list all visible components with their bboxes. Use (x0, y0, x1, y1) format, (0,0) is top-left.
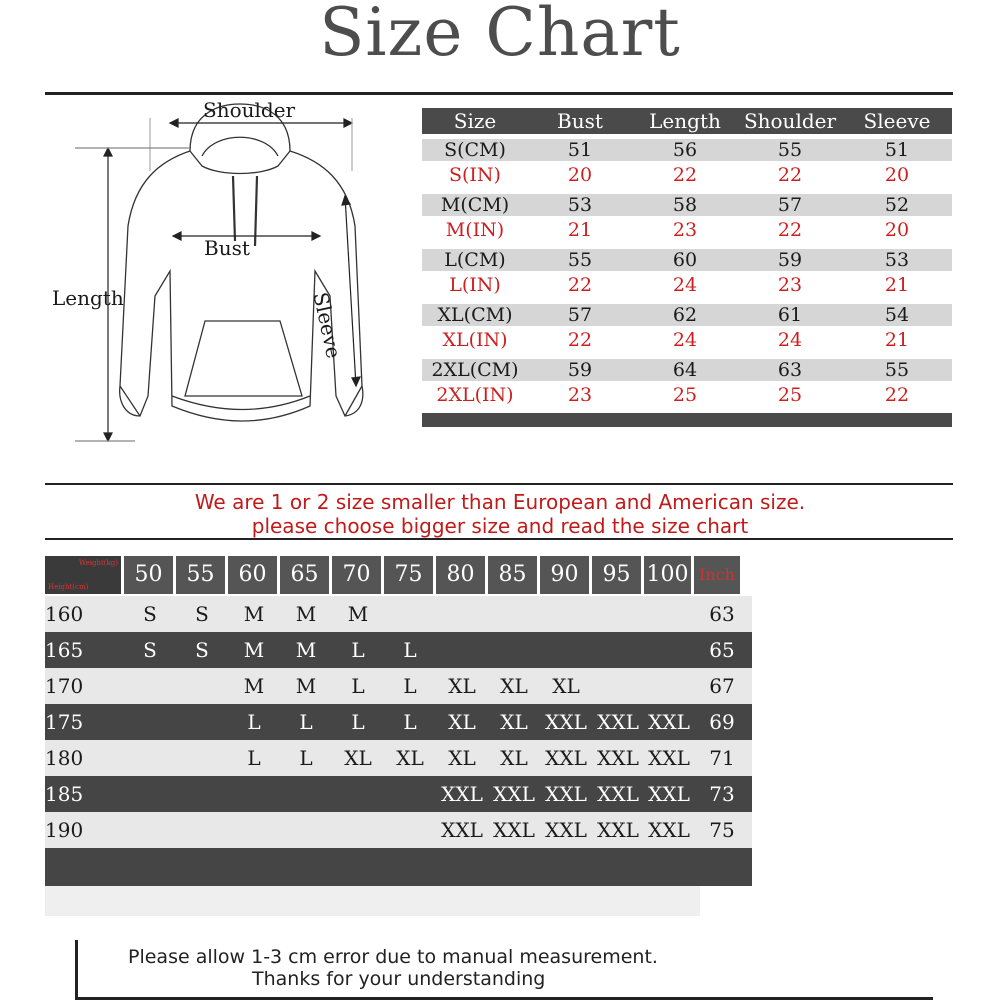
size-recommend-cell: XXL (597, 782, 639, 806)
height-cell: 185 (45, 782, 84, 806)
size-recommend-cell: XL (448, 746, 476, 770)
bust-label: Bust (204, 236, 250, 260)
size-recommend-cell: S (195, 638, 209, 662)
size-cell-bust: 22 (567, 329, 593, 351)
weight-header-cell: 95 (592, 556, 641, 594)
notice-line-2: please choose bigger size and read the size chart (251, 514, 749, 538)
size-recommend-cell: XXL (648, 782, 690, 806)
size-cell-sleeve: 51 (884, 139, 910, 161)
size-cell-size: S(CM) (444, 139, 506, 161)
size-cell-size: L(IN) (449, 274, 501, 296)
size-cell-shoulder: 59 (777, 249, 803, 271)
page-title: Size Chart (319, 0, 681, 71)
size-cell-shoulder: 24 (777, 329, 803, 351)
size-cell-bust: 53 (567, 194, 593, 216)
size-row-lin (422, 271, 952, 299)
header-bust: Bust (557, 109, 603, 133)
header-shoulder: Shoulder (743, 109, 837, 133)
size-recommend-cell: M (347, 602, 369, 626)
weight-header-cell: 70 (332, 556, 381, 594)
fit-table-header (45, 556, 752, 596)
size-cell-bust: 20 (567, 164, 593, 186)
size-cell-sleeve: 20 (884, 164, 910, 186)
size-cell-length: 56 (672, 139, 698, 161)
inch-cell: 73 (709, 782, 735, 806)
size-row-xlin (422, 326, 952, 354)
title-divider (45, 92, 953, 95)
size-recommend-cell: L (351, 710, 365, 734)
weight-header-cell: 100 (644, 556, 691, 594)
size-recommend-cell: XXL (545, 746, 587, 770)
header-sleeve: Sleeve (863, 109, 931, 133)
size-table (422, 108, 952, 427)
fit-table-light-bar (45, 886, 700, 916)
inch-cell: 69 (709, 710, 735, 734)
size-cell-length: 60 (672, 249, 698, 271)
size-cell-size: XL(IN) (442, 329, 508, 351)
fit-row-180 (45, 740, 752, 776)
size-recommend-cell: XL (552, 674, 580, 698)
height-cell: 160 (45, 602, 84, 626)
size-recommend-cell: M (295, 602, 317, 626)
size-cell-bust: 55 (567, 249, 593, 271)
size-row-scm (422, 139, 952, 161)
size-cell-bust: 59 (567, 359, 593, 381)
size-recommend-cell: XXL (441, 782, 483, 806)
size-row-lcm (422, 249, 952, 271)
fit-row-170 (45, 668, 752, 704)
size-cell-bust: 21 (567, 219, 593, 241)
size-recommend-cell: L (351, 638, 365, 662)
size-cell-sleeve: 21 (884, 329, 910, 351)
inch-cell: 65 (709, 638, 735, 662)
weight-header-cell: 90 (540, 556, 589, 594)
size-recommend-cell: XXL (441, 818, 483, 842)
size-cell-shoulder: 23 (777, 274, 803, 296)
size-recommend-cell: L (403, 710, 417, 734)
size-cell-sleeve: 20 (884, 219, 910, 241)
size-recommend-cell: L (403, 674, 417, 698)
size-cell-sleeve: 55 (884, 359, 910, 381)
footer-bracket-vertical (75, 940, 78, 1000)
size-row-sin (422, 161, 952, 189)
fit-row-175 (45, 704, 752, 740)
size-recommend-cell: M (243, 674, 265, 698)
size-cell-length: 22 (672, 164, 698, 186)
footer-line-2: Thanks for your understanding (252, 968, 546, 990)
fit-table (45, 556, 752, 916)
size-table-body (422, 139, 952, 409)
size-recommend-cell: L (299, 710, 313, 734)
size-recommend-cell: S (143, 638, 157, 662)
size-recommend-cell: M (295, 638, 317, 662)
height-cell: 180 (45, 746, 84, 770)
shoulder-label: Shoulder (203, 98, 296, 122)
fit-row-160 (45, 596, 752, 632)
notice-line-1: We are 1 or 2 size smaller than European and American size. (194, 490, 806, 514)
size-recommend-cell: XXL (597, 818, 639, 842)
size-recommend-cell: XL (396, 746, 424, 770)
height-cell: 190 (45, 818, 84, 842)
size-recommend-cell: XXL (545, 782, 587, 806)
size-cell-length: 25 (672, 384, 698, 406)
sleeve-label: Sleeve (308, 290, 346, 361)
size-row-2xlcm (422, 359, 952, 381)
size-cell-shoulder: 57 (777, 194, 803, 216)
length-label: Length (52, 286, 124, 310)
size-recommend-cell: XL (500, 746, 528, 770)
size-recommend-cell: XL (448, 710, 476, 734)
size-recommend-cell: XXL (545, 710, 587, 734)
size-cell-size: 2XL(IN) (436, 384, 514, 406)
size-cell-sleeve: 22 (884, 384, 910, 406)
size-cell-size: M(IN) (445, 219, 505, 241)
size-cell-length: 62 (672, 304, 698, 326)
size-recommend-cell: XXL (493, 818, 535, 842)
size-row-min (422, 216, 952, 244)
size-cell-length: 58 (672, 194, 698, 216)
height-cell: 165 (45, 638, 84, 662)
size-recommend-cell: L (351, 674, 365, 698)
size-recommend-cell: M (295, 674, 317, 698)
size-cell-shoulder: 61 (777, 304, 803, 326)
size-recommend-cell: XL (500, 710, 528, 734)
weight-header-cell: 80 (436, 556, 485, 594)
corner-height-label: Height(cm) (48, 583, 89, 591)
inch-cell: 67 (709, 674, 735, 698)
size-recommend-cell: S (195, 602, 209, 626)
size-recommend-cell: L (247, 746, 261, 770)
fit-row-165 (45, 632, 752, 668)
size-cell-sleeve: 21 (884, 274, 910, 296)
weight-header-cell: 55 (176, 556, 225, 594)
size-recommend-cell: XL (448, 674, 476, 698)
size-cell-length: 24 (672, 274, 698, 296)
size-cell-size: XL(CM) (437, 304, 513, 326)
notice-divider (45, 538, 953, 540)
size-cell-size: L(CM) (444, 249, 506, 271)
size-cell-shoulder: 22 (777, 164, 803, 186)
size-recommend-cell: XXL (545, 818, 587, 842)
size-recommend-cell: XXL (648, 818, 690, 842)
size-recommend-cell: XXL (648, 710, 690, 734)
footer-line-1: Please allow 1-3 cm error due to manual measurement. (128, 946, 658, 968)
corner-cell (45, 556, 121, 594)
weight-header-cell: 75 (384, 556, 433, 594)
size-row-mcm (422, 194, 952, 216)
inch-header-cell: Inch (694, 556, 740, 594)
size-row-2xlin (422, 381, 952, 409)
size-cell-size: M(CM) (440, 194, 510, 216)
size-recommend-cell: M (243, 602, 265, 626)
size-cell-sleeve: 52 (884, 194, 910, 216)
weight-header-cell: 65 (280, 556, 329, 594)
size-cell-size: 2XL(CM) (431, 359, 519, 381)
size-cell-sleeve: 54 (884, 304, 910, 326)
height-cell: 175 (45, 710, 84, 734)
size-recommend-cell: XXL (493, 782, 535, 806)
height-cell: 170 (45, 674, 84, 698)
fit-table-dark-bar (45, 848, 752, 886)
size-cell-bust: 22 (567, 274, 593, 296)
inch-cell: 71 (709, 746, 735, 770)
size-recommend-cell: XXL (597, 746, 639, 770)
size-cell-bust: 23 (567, 384, 593, 406)
size-recommend-cell: M (243, 638, 265, 662)
size-cell-shoulder: 25 (777, 384, 803, 406)
size-recommend-cell: XXL (648, 746, 690, 770)
size-cell-sleeve: 53 (884, 249, 910, 271)
size-recommend-cell: XL (344, 746, 372, 770)
size-cell-size: S(IN) (449, 164, 501, 186)
size-cell-length: 23 (672, 219, 698, 241)
size-recommend-cell: S (143, 602, 157, 626)
size-cell-bust: 57 (567, 304, 593, 326)
size-recommend-cell: L (403, 638, 417, 662)
size-cell-length: 24 (672, 329, 698, 351)
size-cell-shoulder: 63 (777, 359, 803, 381)
weight-header-cell: 60 (228, 556, 277, 594)
section-divider (45, 483, 953, 485)
size-cell-length: 64 (672, 359, 698, 381)
size-cell-shoulder: 55 (777, 139, 803, 161)
weight-header-cell: 85 (488, 556, 537, 594)
header-length: Length (649, 109, 721, 133)
inch-cell: 75 (709, 818, 735, 842)
size-row-xlcm (422, 304, 952, 326)
size-recommend-cell: XXL (597, 710, 639, 734)
inch-cell: 63 (709, 602, 735, 626)
size-recommend-cell: L (299, 746, 313, 770)
hoodie-diagram (40, 96, 415, 460)
size-table-footer-bar (422, 413, 952, 427)
size-recommend-cell: L (247, 710, 261, 734)
size-cell-bust: 51 (567, 139, 593, 161)
fit-row-190 (45, 812, 752, 848)
size-cell-shoulder: 22 (777, 219, 803, 241)
size-table-header (422, 108, 952, 134)
size-recommend-cell: XL (500, 674, 528, 698)
header-size: Size (453, 109, 497, 133)
weight-header-cell: 50 (124, 556, 173, 594)
corner-weight-label: Weight(kg) (79, 559, 118, 567)
fit-table-body (45, 596, 752, 848)
hoodie-illustration (40, 96, 415, 456)
fit-row-185 (45, 776, 752, 812)
